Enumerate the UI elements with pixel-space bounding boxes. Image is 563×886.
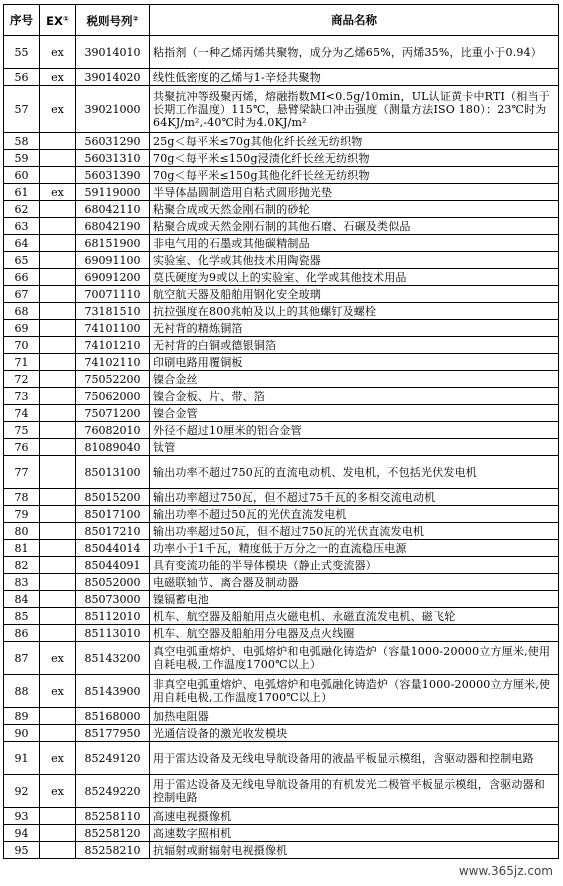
row-product-name: 抗辐射或耐辐射电视摄像机 (150, 842, 559, 859)
row-ex-mark (40, 506, 76, 523)
row-tariff-code: 56031310 (76, 150, 150, 167)
header-code-label: 税则号列 (86, 13, 133, 28)
row-product-name: 非电气用的石墨或其他碳精制品 (150, 235, 559, 252)
row-tariff-code: 85258120 (76, 825, 150, 842)
table-row (4, 557, 559, 574)
row-ex-mark: ex (40, 775, 76, 808)
row-product-name: 输出功率超过50瓦，但不超过750瓦的光伏直流发电机 (150, 523, 559, 540)
row-ex-mark (40, 489, 76, 506)
table-row (4, 708, 559, 725)
row-ex-mark (40, 422, 76, 439)
table-row (4, 775, 559, 808)
table-row (4, 540, 559, 557)
table-row (4, 235, 559, 252)
header-code-footnote: ② (132, 14, 139, 23)
table-row (4, 591, 559, 608)
row-tariff-code: 75071200 (76, 405, 150, 422)
row-number: 56 (4, 69, 40, 86)
row-tariff-code: 85112010 (76, 608, 150, 625)
header-seq (4, 5, 40, 36)
row-number: 71 (4, 354, 40, 371)
row-number: 82 (4, 557, 40, 574)
row-tariff-code: 74101100 (76, 320, 150, 337)
row-product-name: 粘聚合成或天然金刚石制的其他石磨、石碾及类似品 (150, 218, 559, 235)
row-tariff-code: 68042190 (76, 218, 150, 235)
row-ex-mark (40, 150, 76, 167)
row-product-name: 半导体晶圆制造用自粘式圆形抛光垫 (150, 184, 559, 201)
row-product-name: 镍合金板、片、带、箔 (150, 388, 559, 405)
row-number: 55 (4, 36, 40, 69)
table-row (4, 252, 559, 269)
row-number: 63 (4, 218, 40, 235)
row-number: 86 (4, 625, 40, 642)
row-tariff-code: 75062000 (76, 388, 150, 405)
row-product-name: 无衬背的精炼铜箔 (150, 320, 559, 337)
row-tariff-code: 56031390 (76, 167, 150, 184)
row-ex-mark (40, 456, 76, 489)
row-number: 64 (4, 235, 40, 252)
table-row (4, 133, 559, 150)
row-tariff-code: 39014010 (76, 36, 150, 69)
row-tariff-code: 85113010 (76, 625, 150, 642)
row-ex-mark (40, 591, 76, 608)
row-number: 90 (4, 725, 40, 742)
row-ex-mark (40, 286, 76, 303)
row-tariff-code: 85177950 (76, 725, 150, 742)
table-row (4, 405, 559, 422)
row-number: 57 (4, 86, 40, 133)
row-ex-mark (40, 523, 76, 540)
row-ex-mark: ex (40, 742, 76, 775)
row-ex-mark (40, 574, 76, 591)
row-ex-mark: ex (40, 675, 76, 708)
table-row (4, 422, 559, 439)
row-tariff-code: 85044014 (76, 540, 150, 557)
table-row (4, 742, 559, 775)
tariff-table (3, 4, 559, 859)
row-product-name: 粘指剂（一种乙烯丙烯共聚物，成分为乙烯65%，丙烯35%，比重小于0.94） (150, 36, 559, 69)
table-row (4, 608, 559, 625)
table-row (4, 506, 559, 523)
table-row (4, 337, 559, 354)
row-ex-mark (40, 354, 76, 371)
row-number: 77 (4, 456, 40, 489)
row-number: 74 (4, 405, 40, 422)
row-number: 95 (4, 842, 40, 859)
row-product-name: 共聚抗冲等级聚丙烯，熔融指数MI<0.5g/10min，UL认证黄卡中RTI（相当于长期工作温度）115℃，悬臂梁缺口冲击强度（测量方法ISO 180）：23℃时为64KJ/m²,-40℃时为4.0KJ/m² (150, 86, 559, 133)
row-tariff-code: 69091200 (76, 269, 150, 286)
row-product-name: 钛管 (150, 439, 559, 456)
row-tariff-code: 85044091 (76, 557, 150, 574)
row-product-name: 25g＜每平米≤70g其他化纤长丝无纺织物 (150, 133, 559, 150)
table-row (4, 725, 559, 742)
row-product-name: 高速电视摄像机 (150, 808, 559, 825)
row-number: 62 (4, 201, 40, 218)
row-tariff-code: 85017210 (76, 523, 150, 540)
row-number: 87 (4, 642, 40, 675)
row-number: 60 (4, 167, 40, 184)
row-product-name: 镍合金管 (150, 405, 559, 422)
table-row (4, 303, 559, 320)
site-watermark: www.365jz.com (458, 864, 553, 878)
row-number: 88 (4, 675, 40, 708)
table-row (4, 825, 559, 842)
row-ex-mark (40, 725, 76, 742)
row-number: 79 (4, 506, 40, 523)
table-row (4, 808, 559, 825)
row-tariff-code: 85015200 (76, 489, 150, 506)
row-product-name: 用于雷达设备及无线电导航设备用的液晶平板显示模组，含驱动器和控制电路 (150, 742, 559, 775)
row-ex-mark (40, 388, 76, 405)
row-tariff-code: 56031290 (76, 133, 150, 150)
row-number: 65 (4, 252, 40, 269)
row-product-name: 机车、航空器及船舶用分电器及点火线圈 (150, 625, 559, 642)
row-number: 66 (4, 269, 40, 286)
row-number: 92 (4, 775, 40, 808)
row-product-name: 线性低密度的乙烯与1-辛烃共聚物 (150, 69, 559, 86)
row-tariff-code: 85249220 (76, 775, 150, 808)
row-number: 83 (4, 574, 40, 591)
table-row (4, 675, 559, 708)
row-number: 73 (4, 388, 40, 405)
row-tariff-code: 85052000 (76, 574, 150, 591)
row-product-name: 功率小于1千瓦，精度低于万分之一的直流稳压电源 (150, 540, 559, 557)
row-tariff-code: 85017100 (76, 506, 150, 523)
header-name (150, 5, 559, 36)
table-row (4, 269, 559, 286)
row-tariff-code: 85258210 (76, 842, 150, 859)
row-number: 69 (4, 320, 40, 337)
header-ex-label: EX (46, 13, 63, 28)
row-ex-mark (40, 825, 76, 842)
row-number: 76 (4, 439, 40, 456)
table-row (4, 167, 559, 184)
row-ex-mark (40, 808, 76, 825)
row-tariff-code: 85143200 (76, 642, 150, 675)
row-tariff-code: 85249120 (76, 742, 150, 775)
table-row (4, 354, 559, 371)
row-ex-mark (40, 235, 76, 252)
row-product-name: 莫氏硬度为9或以上的实验室、化学或其他技术用品 (150, 269, 559, 286)
header-ex-footnote: ① (62, 14, 69, 23)
row-number: 94 (4, 825, 40, 842)
table-row (4, 69, 559, 86)
row-number: 93 (4, 808, 40, 825)
table-row (4, 388, 559, 405)
row-tariff-code: 85168000 (76, 708, 150, 725)
table-row (4, 371, 559, 388)
row-tariff-code: 73181510 (76, 303, 150, 320)
row-product-name: 高速数字照相机 (150, 825, 559, 842)
row-number: 91 (4, 742, 40, 775)
table-row (4, 36, 559, 69)
table-row (4, 201, 559, 218)
row-product-name: 印刷电路用覆铜板 (150, 354, 559, 371)
row-product-name: 70g＜每平米≤150g其他化纤长丝无纺织物 (150, 167, 559, 184)
row-ex-mark (40, 201, 76, 218)
row-product-name: 输出功率超过750瓦，但不超过75千瓦的多相交流电动机 (150, 489, 559, 506)
row-number: 72 (4, 371, 40, 388)
row-product-name: 具有变流功能的半导体模块（静止式变流器） (150, 557, 559, 574)
row-number: 84 (4, 591, 40, 608)
row-ex-mark (40, 218, 76, 235)
row-product-name: 非真空电弧重熔炉、电弧熔炉和电弧融化铸造炉（容量1000-20000立方厘米,使用自耗电极,工作温度1700℃以上） (150, 675, 559, 708)
row-number: 85 (4, 608, 40, 625)
table-row (4, 218, 559, 235)
row-ex-mark (40, 625, 76, 642)
row-product-name: 电磁联轴节、离合器及制动器 (150, 574, 559, 591)
row-ex-mark (40, 439, 76, 456)
row-product-name: 光通信设备的激光收发模块 (150, 725, 559, 742)
row-tariff-code: 85258110 (76, 808, 150, 825)
row-ex-mark (40, 405, 76, 422)
row-product-name: 镍合金丝 (150, 371, 559, 388)
row-ex-mark: ex (40, 69, 76, 86)
table-row (4, 842, 559, 859)
row-number: 81 (4, 540, 40, 557)
row-ex-mark: ex (40, 642, 76, 675)
table-row (4, 320, 559, 337)
row-product-name: 输出功率不超过750瓦的直流电动机、发电机，不包括光伏发电机 (150, 456, 559, 489)
row-ex-mark (40, 608, 76, 625)
row-number: 70 (4, 337, 40, 354)
row-product-name: 航空航天器及船舶用钢化安全玻璃 (150, 286, 559, 303)
row-tariff-code: 74101210 (76, 337, 150, 354)
table-row (4, 439, 559, 456)
row-ex-mark (40, 540, 76, 557)
row-tariff-code: 81089040 (76, 439, 150, 456)
row-ex-mark: ex (40, 36, 76, 69)
row-product-name: 真空电弧重熔炉、电弧熔炉和电弧融化铸造炉（容量1000-20000立方厘米,使用自耗电极,工作温度1700℃以上） (150, 642, 559, 675)
row-tariff-code: 75052200 (76, 371, 150, 388)
row-ex-mark: ex (40, 184, 76, 201)
table-row (4, 523, 559, 540)
row-number: 58 (4, 133, 40, 150)
row-number: 67 (4, 286, 40, 303)
row-product-name: 实验室、化学或其他技术用陶瓷器 (150, 252, 559, 269)
table-row (4, 625, 559, 642)
row-tariff-code: 69091100 (76, 252, 150, 269)
table-row (4, 574, 559, 591)
table-row (4, 642, 559, 675)
row-product-name: 外径不超过10厘米的铝合金管 (150, 422, 559, 439)
row-product-name: 70g＜每平米≤150g浸渍化纤长丝无纺织物 (150, 150, 559, 167)
row-ex-mark: ex (40, 86, 76, 133)
header-seq-label: 序号 (10, 12, 33, 27)
row-number: 78 (4, 489, 40, 506)
row-tariff-code: 85013100 (76, 456, 150, 489)
row-tariff-code: 39014020 (76, 69, 150, 86)
row-tariff-code: 68042110 (76, 201, 150, 218)
table-row (4, 150, 559, 167)
row-product-name: 加热电阻器 (150, 708, 559, 725)
row-number: 61 (4, 184, 40, 201)
row-ex-mark (40, 557, 76, 574)
row-product-name: 镍镉蓄电池 (150, 591, 559, 608)
row-number: 68 (4, 303, 40, 320)
row-tariff-code: 85143900 (76, 675, 150, 708)
row-number: 80 (4, 523, 40, 540)
row-ex-mark (40, 842, 76, 859)
row-tariff-code: 85073000 (76, 591, 150, 608)
row-product-name: 粘聚合成或天然金刚石制的砂轮 (150, 201, 559, 218)
row-tariff-code: 39021000 (76, 86, 150, 133)
table-row (4, 184, 559, 201)
row-ex-mark (40, 337, 76, 354)
row-product-name: 无衬背的白铜或德银铜箔 (150, 337, 559, 354)
table-row (4, 456, 559, 489)
row-ex-mark (40, 167, 76, 184)
header-name-label: 商品名称 (331, 12, 377, 27)
row-ex-mark (40, 708, 76, 725)
row-ex-mark (40, 320, 76, 337)
row-product-name: 用于雷达设备及无线电导航设备用的有机发光二极管平板显示模组，含驱动器和控制电路 (150, 775, 559, 808)
row-tariff-code: 76082010 (76, 422, 150, 439)
row-product-name: 机车、航空器及船舶用点火磁电机、永磁直流发电机、磁飞轮 (150, 608, 559, 625)
row-tariff-code: 70071110 (76, 286, 150, 303)
table-row (4, 86, 559, 133)
row-tariff-code: 59119000 (76, 184, 150, 201)
row-ex-mark (40, 133, 76, 150)
table-body (4, 36, 559, 859)
row-number: 59 (4, 150, 40, 167)
row-number: 75 (4, 422, 40, 439)
row-tariff-code: 74102110 (76, 354, 150, 371)
row-tariff-code: 68151900 (76, 235, 150, 252)
table-row (4, 489, 559, 506)
row-product-name: 输出功率不超过50瓦的光伏直流发电机 (150, 506, 559, 523)
header-ex (40, 5, 76, 36)
row-ex-mark (40, 269, 76, 286)
header-code (76, 5, 150, 36)
row-product-name: 抗拉强度在800兆帕及以上的其他螺钉及螺栓 (150, 303, 559, 320)
row-number: 89 (4, 708, 40, 725)
table-row (4, 286, 559, 303)
row-ex-mark (40, 371, 76, 388)
row-ex-mark (40, 252, 76, 269)
table-header (4, 5, 559, 36)
row-ex-mark (40, 303, 76, 320)
